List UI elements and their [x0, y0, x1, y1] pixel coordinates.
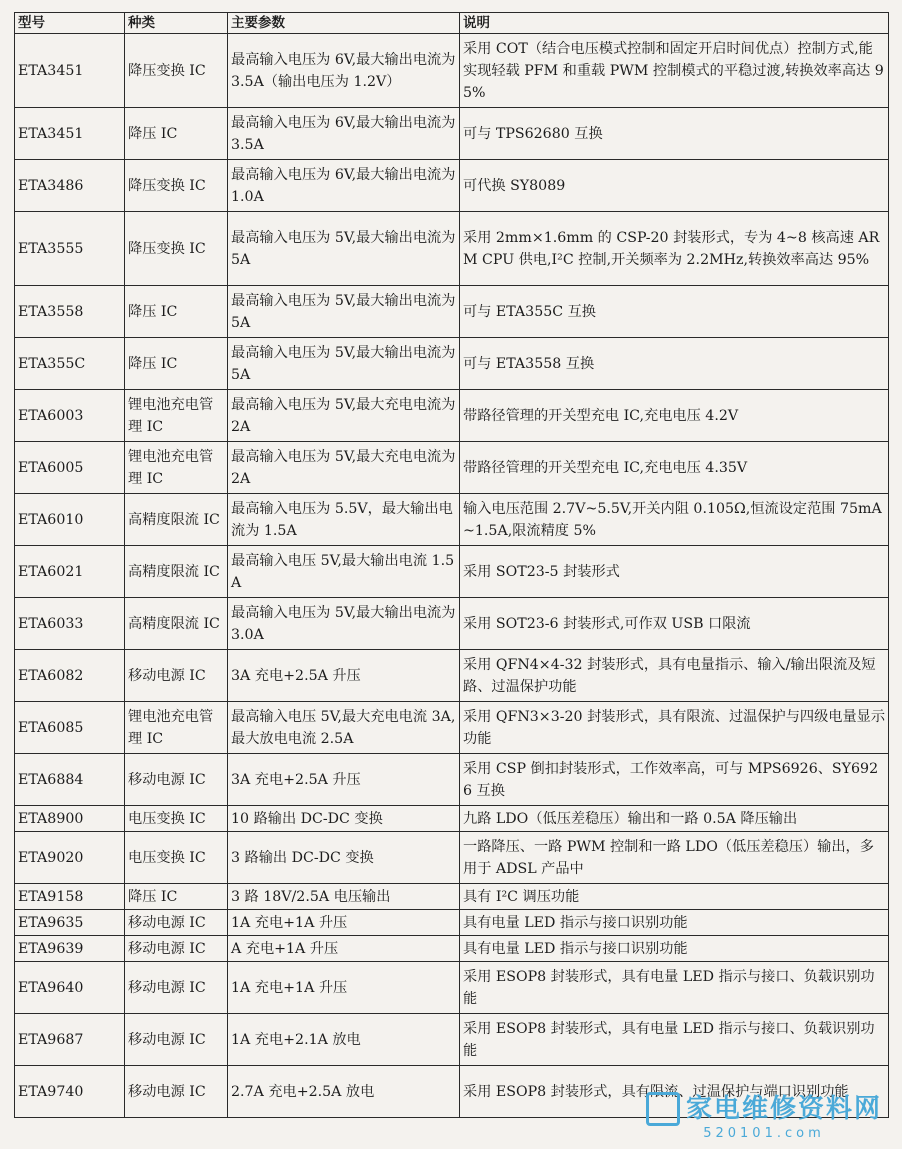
cell-params: 最高输入电压为 6V,最大输出电流为 1.0A: [228, 160, 460, 212]
cell-params: 2.7A 充电+2.5A 放电: [228, 1066, 460, 1118]
cell-params: 最高输入电压为 5V,最大充电电流为 2A: [228, 390, 460, 442]
cell-type: 电压变换 IC: [125, 832, 228, 884]
cell-model: ETA9635: [15, 910, 125, 936]
cell-model: ETA3558: [15, 286, 125, 338]
cell-description: 可与 TPS62680 互换: [460, 108, 889, 160]
cell-params: 1A 充电+1A 升压: [228, 962, 460, 1014]
cell-model: ETA3555: [15, 212, 125, 286]
watermark-url: 520101.com: [703, 1126, 825, 1141]
cell-description: 采用 COT（结合电压模式控制和固定开启时间优点）控制方式,能实现轻载 PFM 和重载 PWM 控制模式的平稳过渡,转换效率高达 95%: [460, 34, 889, 108]
cell-params: 3A 充电+2.5A 升压: [228, 650, 460, 702]
cell-model: ETA6884: [15, 754, 125, 806]
cell-params: 最高输入电压为 5V,最大输出电流为 3.0A: [228, 598, 460, 650]
cell-type: 降压 IC: [125, 338, 228, 390]
cell-model: ETA6033: [15, 598, 125, 650]
watermark: [646, 1088, 882, 1142]
cell-description: 带路径管理的开关型充电 IC,充电电压 4.2V: [460, 390, 889, 442]
cell-type: 移动电源 IC: [125, 1014, 228, 1066]
cell-params: 最高输入电压为 5V,最大输出电流为 5A: [228, 212, 460, 286]
cell-type: 降压变换 IC: [125, 34, 228, 108]
cell-model: ETA3486: [15, 160, 125, 212]
table-row: [15, 598, 889, 650]
cell-type: 电压变换 IC: [125, 806, 228, 832]
table-row: [15, 832, 889, 884]
watermark-logo: 家电维修资料网: [646, 1088, 882, 1127]
cell-model: ETA6082: [15, 650, 125, 702]
cell-model: ETA355C: [15, 338, 125, 390]
table-row: [15, 338, 889, 390]
header-description: 说明: [460, 13, 889, 34]
table-row: [15, 34, 889, 108]
header-model: 型号: [15, 13, 125, 34]
table-row: [15, 702, 889, 754]
cell-type: 移动电源 IC: [125, 650, 228, 702]
cell-type: 移动电源 IC: [125, 962, 228, 1014]
cell-description: 带路径管理的开关型充电 IC,充电电压 4.35V: [460, 442, 889, 494]
cell-type: 降压 IC: [125, 286, 228, 338]
cell-type: 移动电源 IC: [125, 1066, 228, 1118]
cell-model: ETA9640: [15, 962, 125, 1014]
cell-model: ETA9158: [15, 884, 125, 910]
cell-description: 采用 SOT23-6 封装形式,可作双 USB 口限流: [460, 598, 889, 650]
cell-description: 一路降压、一路 PWM 控制和一路 LDO（低压差稳压）输出，多用于 ADSL 产品中: [460, 832, 889, 884]
cell-type: 锂电池充电管理 IC: [125, 442, 228, 494]
cell-params: 最高输入电压为 5.5V，最大输出电流为 1.5A: [228, 494, 460, 546]
cell-params: 1A 充电+1A 升压: [228, 910, 460, 936]
cell-params: 最高输入电压 5V,最大充电电流 3A,最大放电电流 2.5A: [228, 702, 460, 754]
table-row: [15, 212, 889, 286]
cell-params: A 充电+1A 升压: [228, 936, 460, 962]
cell-params: 最高输入电压为 5V,最大输出电流为 5A: [228, 338, 460, 390]
table-header-row: [15, 13, 889, 34]
cell-model: ETA9639: [15, 936, 125, 962]
cell-params: 最高输入电压为 5V,最大输出电流为 5A: [228, 286, 460, 338]
cell-model: ETA3451: [15, 108, 125, 160]
cell-model: ETA6005: [15, 442, 125, 494]
cell-params: 最高输入电压为 5V,最大充电电流为 2A: [228, 442, 460, 494]
table-row: [15, 936, 889, 962]
cell-params: 3 路输出 DC-DC 变换: [228, 832, 460, 884]
cell-description: 可与 ETA3558 互换: [460, 338, 889, 390]
cell-type: 锂电池充电管理 IC: [125, 390, 228, 442]
cell-description: 九路 LDO（低压差稳压）输出和一路 0.5A 降压输出: [460, 806, 889, 832]
cell-description: 采用 ESOP8 封装形式，具有限流、过温保护与端口识别功能: [460, 1066, 889, 1118]
cell-description: 具有电量 LED 指示与接口识别功能: [460, 910, 889, 936]
cell-params: 最高输入电压为 6V,最大输出电流为 3.5A（输出电压为 1.2V）: [228, 34, 460, 108]
cell-params: 最高输入电压 5V,最大输出电流 1.5A: [228, 546, 460, 598]
document-page: [14, 12, 888, 1118]
table-row: [15, 806, 889, 832]
cell-description: 采用 ESOP8 封装形式，具有电量 LED 指示与接口、负载识别功能: [460, 962, 889, 1014]
cell-model: ETA6021: [15, 546, 125, 598]
cell-description: 采用 QFN4×4-32 封装形式，具有电量指示、输入/输出限流及短路、过温保护功能: [460, 650, 889, 702]
cell-params: 3A 充电+2.5A 升压: [228, 754, 460, 806]
cell-params: 10 路输出 DC-DC 变换: [228, 806, 460, 832]
header-params: 主要参数: [228, 13, 460, 34]
cell-description: 输入电压范围 2.7V~5.5V,开关内阻 0.105Ω,恒流设定范围 75mA~1.5A,限流精度 5%: [460, 494, 889, 546]
cell-model: ETA9020: [15, 832, 125, 884]
cell-model: ETA6085: [15, 702, 125, 754]
cell-type: 降压变换 IC: [125, 212, 228, 286]
cell-type: 移动电源 IC: [125, 754, 228, 806]
header-type: 种类: [125, 13, 228, 34]
cell-description: 采用 2mm×1.6mm 的 CSP-20 封装形式，专为 4~8 核高速 ARM CPU 供电,I²C 控制,开关频率为 2.2MHz,转换效率高达 95%: [460, 212, 889, 286]
cell-model: ETA9740: [15, 1066, 125, 1118]
cell-model: ETA6010: [15, 494, 125, 546]
table-row: [15, 650, 889, 702]
cell-description: 采用 ESOP8 封装形式，具有电量 LED 指示与接口、负载识别功能: [460, 1014, 889, 1066]
cell-params: 最高输入电压为 6V,最大输出电流为 3.5A: [228, 108, 460, 160]
table-row: [15, 884, 889, 910]
cell-type: 高精度限流 IC: [125, 598, 228, 650]
cell-type: 降压 IC: [125, 884, 228, 910]
table-row: [15, 962, 889, 1014]
ic-spec-table: [14, 12, 889, 1118]
cell-description: 可与 ETA355C 互换: [460, 286, 889, 338]
cell-type: 移动电源 IC: [125, 910, 228, 936]
cell-description: 采用 SOT23-5 封装形式: [460, 546, 889, 598]
cell-model: ETA8900: [15, 806, 125, 832]
cell-params: 1A 充电+2.1A 放电: [228, 1014, 460, 1066]
cell-type: 移动电源 IC: [125, 936, 228, 962]
cell-model: ETA3451: [15, 34, 125, 108]
cell-type: 高精度限流 IC: [125, 546, 228, 598]
table-row: [15, 442, 889, 494]
cell-description: 采用 CSP 倒扣封装形式，工作效率高，可与 MPS6926、SY6926 互换: [460, 754, 889, 806]
cell-model: ETA9687: [15, 1014, 125, 1066]
cell-description: 具有电量 LED 指示与接口识别功能: [460, 936, 889, 962]
cell-description: 具有 I²C 调压功能: [460, 884, 889, 910]
table-row: [15, 494, 889, 546]
cell-description: 采用 QFN3×3-20 封装形式，具有限流、过温保护与四级电量显示功能: [460, 702, 889, 754]
table-row: [15, 910, 889, 936]
cell-model: ETA6003: [15, 390, 125, 442]
cell-params: 3 路 18V/2.5A 电压输出: [228, 884, 460, 910]
table-row: [15, 546, 889, 598]
cell-type: 降压 IC: [125, 108, 228, 160]
table-row: [15, 1014, 889, 1066]
table-row: [15, 754, 889, 806]
table-row: [15, 160, 889, 212]
table-row: [15, 390, 889, 442]
cell-type: 降压变换 IC: [125, 160, 228, 212]
cell-type: 锂电池充电管理 IC: [125, 702, 228, 754]
cell-type: 高精度限流 IC: [125, 494, 228, 546]
table-row: [15, 108, 889, 160]
cell-description: 可代换 SY8089: [460, 160, 889, 212]
table-row: [15, 286, 889, 338]
